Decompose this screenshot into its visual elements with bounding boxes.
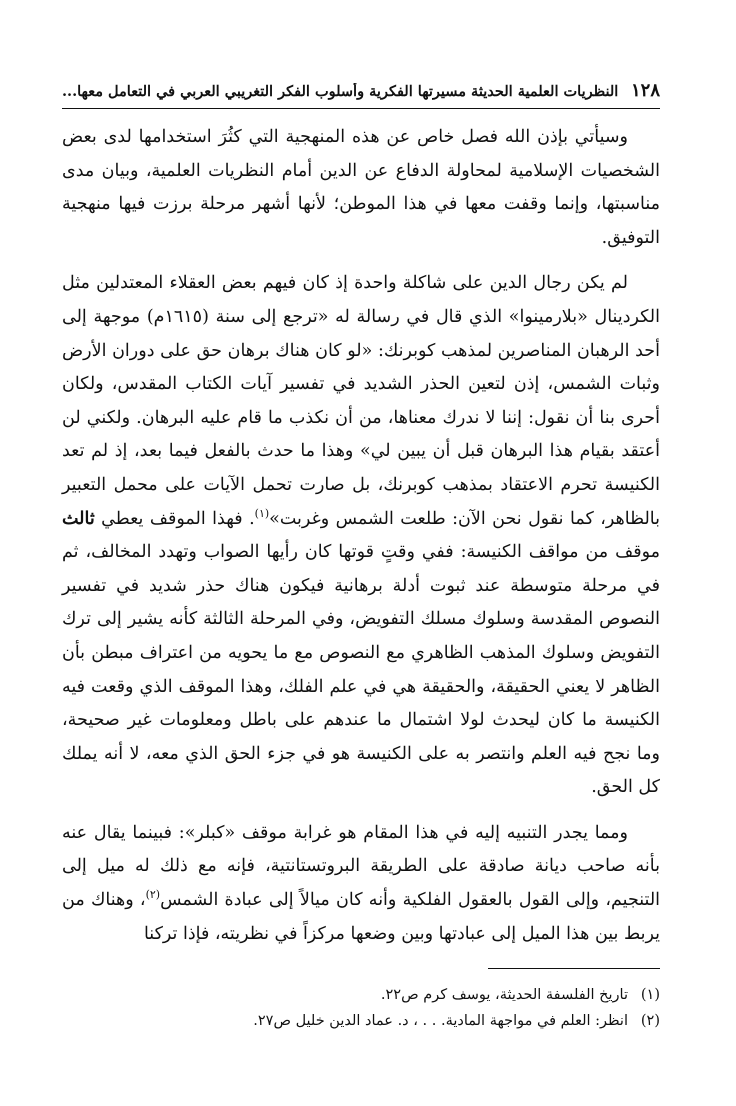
- bold-word-thalith: ثالث: [62, 508, 95, 529]
- footnote-1-number: (١): [640, 987, 660, 1003]
- footnote-2: [62, 1008, 660, 1034]
- paragraph-2-text-b: . فهذا الموقف يعطي: [101, 508, 255, 529]
- footnote-separator: [488, 968, 660, 969]
- footnote-1: [62, 982, 660, 1008]
- paragraph-2-text-c: موقف من مواقف الكنيسة: ففي وقتٍ قوتها كان رأيها الصواب وتهدد المخالف، ثم في مرحلة متوسطة عند ثبوت أدلة برهانية فيكون هناك حذر شديد في تفسير النصوص المقدسة وسلوك مسلك التفويض، وفي المرحلة الثالثة كأنه يشير إلى ترك التفويض وسلوك المذهب الظاهري مع النصوص مع ما يحويه من اعتراف مبطن بأن الظاهر لا يعني الحقيقة، والحقيقة هي في علم الفلك، وهذا الموقف الذي وقعت فيه الكنيسة ما كان ليحدث لولا اشتمال ما عندهم على باطل ومعلومات غير صحيحة، وما نجح فيه العلم وانتصر به على الكنيسة هو في جزء الحق الذي معه، لا أنه يملك كل الحق.: [62, 542, 660, 798]
- footnote-ref-1[interactable]: (١): [254, 506, 270, 520]
- paragraph-2: [62, 267, 660, 805]
- paragraph-1-text: وسيأتي بإذن الله فصل خاص عن هذه المنهجية التي كثُرَ استخدامها لدى بعض الشخصيات الإسلامية لمحاولة الدفاع عن الدين أمام النظريات العلمية، وبيان مدى مناسبتها، وإنما وقفت معها في هذا الموطن؛ لأنها أشهر مرحلة برزت فيها منهجية التوفيق.: [62, 127, 660, 248]
- page: [62, 80, 660, 951]
- paragraph-2-text-a: لم يكن رجال الدين على شاكلة واحدة إذ كان فيهم بعض العقلاء المعتدلين مثل الكردينال «بلارمينوا» الذي قال في رسالة له «ترجع إلى سنة (١٦١٥م) موجهة إلى أحد الرهبان المناصرين لمذهب كوبرنك: «لو كان هناك برهان حق على دوران الأرض وثبات الشمس، إذن لتعين الحذر الشديد في تفسير آيات الكتاب المقدس، ولكان أحرى بنا أن نقول: إننا لا ندرك معناها، من أن نكذب ما قام عليه البرهان. ولكني لن أعتقد بقيام هذا البرهان قبل أن يبين لي» وهذا ما حدث بالفعل فيما بعد، إذ لم تعد الكنيسة تحرم الاعتقاد بمذهب كوبرنك، بل صارت تحمل الآيات على محمل التعبير بالظاهر، كما نقول نحن الآن: طلعت الشمس وغربت»: [62, 273, 661, 529]
- running-header: [62, 80, 660, 109]
- footnotes: [62, 982, 660, 1034]
- footnote-2-text: انظر: العلم في مواجهة المادية. . . ، د. عماد الدين خليل ص٢٧.: [253, 1013, 628, 1029]
- paragraph-3: [62, 817, 660, 951]
- page-number: ١٢٨: [630, 80, 660, 101]
- footnote-ref-2[interactable]: (٢): [145, 888, 161, 902]
- footnote-1-text: تاريخ الفلسفة الحديثة، يوسف كرم ص٢٢.: [380, 987, 628, 1003]
- body-text: [62, 121, 660, 951]
- paragraph-3-text-b: ، وهناك من يربط بين هذا الميل إلى عبادتها وبين وضعها مركزاً في نظريته، فإذا تركنا: [62, 890, 660, 944]
- paragraph-1: [62, 121, 660, 255]
- paragraph-3-text-a: ومما يجدر التنبيه إليه في هذا المقام هو غرابة موقف «كبلر»: فبينما يقال عنه بأنه صاحب ديانة صادقة على الطريقة البروتستانتية، فإنه مع ذلك له ميل إلى التنجيم، وإلى القول بالعقول الفلكية وأنه كان ميالاً إلى عبادة الشمس: [62, 822, 661, 911]
- footnote-2-number: (٢): [640, 1013, 660, 1029]
- running-title: النظريات العلمية الحديثة مسيرتها الفكرية وأسلوب الفكر التغريبي العربي في التعامل معها...: [62, 83, 619, 100]
